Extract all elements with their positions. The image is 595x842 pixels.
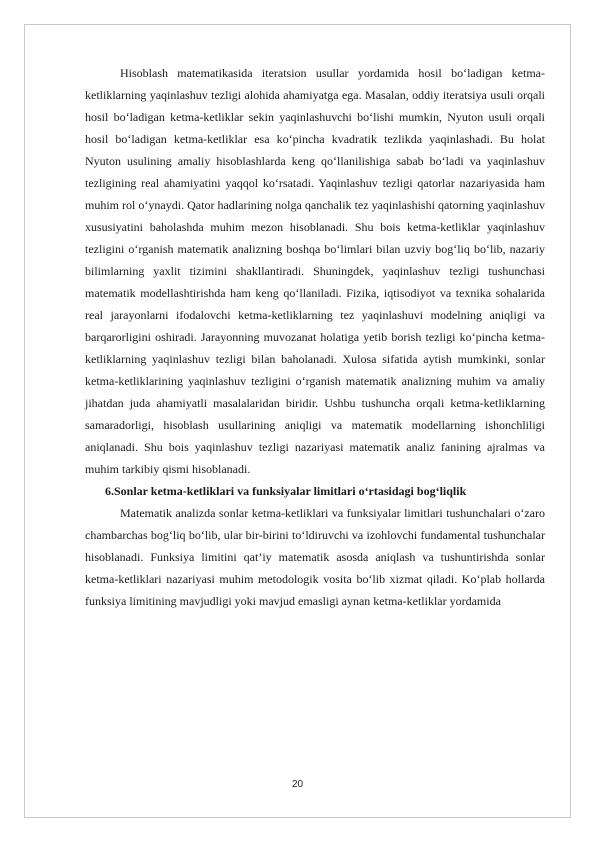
page-number: 20 [291, 779, 304, 790]
document-body [85, 62, 545, 612]
body-paragraph: Matematik analizda sonlar ketma-ketliklari va funksiyalar limitlari tushunchalari o‘zaro chambarchas bog‘liq bo‘lib, ular bir-birini to‘ldiruvchi va izohlovchi fundamental tushunchalar hisoblanadi. Funksiya limitini qat’iy matematik asosda aniqlash va tushuntirishda sonlar ketma-ketliklari nazariyasi muhim metodologik vosita bo‘lib xizmat qiladi. Ko‘plab hollarda funksiya limitining mavjudligi yoki mavjud emasligi aynan ketma-ketliklar yordamida [85, 506, 545, 608]
body-paragraph: Hisoblash matematikasida iteratsion usullar yordamida hosil bo‘ladigan ketma-ketliklarning yaqinlashuv tezligi alohida ahamiyatga ega. Masalan, oddiy iteratsiya usuli orqali hosil bo‘ladigan ketma-ketliklar sekin yaqinlashuvchi bo‘lishi mumkin, Nyuton usuli orqali hosil bo‘ladigan ketma-ketliklar esa ko‘pincha kvadratik tezlikda yaqinlashadi. Bu holat Nyuton usulining amaliy hisoblashlarda keng qo‘llanilishiga sabab bo‘ladi va yaqinlashuv tezligining real ahamiyatini yaqqol ko‘rsatadi. Yaqinlashuv tezligi qatorlar nazariyasida ham muhim rol o‘ynaydi. Qator hadlarining nolga qanchalik tez yaqinlashishi qatorning yaqinlashuv xususiyatini baholashda muhim mezon hisoblanadi. Shu bois ketma-ketliklar yaqinlashuv tezligini o‘rganish matematik analizning boshqa bo‘limlari bilan uzviy bog‘liq bo‘lib, nazariy bilimlarning yaxlit tizimini shakllantiradi. Shuningdek, yaqinlashuv tezligi tushunchasi matematik modellashtirishda ham keng qo‘llaniladi. Fizika, iqtisodiyot va texnika sohalarida real jarayonlarni ifodalovchi ketma-ketliklarning tez yaqinlashuvi modelning aniqligi va barqarorligini oshiradi. Jarayonning muvozanat holatiga yetib borish tezligi ko‘pincha ketma-ketliklarning yaqinlashuv tezligi bilan baholanadi. Xulosa sifatida aytish mumkinki, sonlar ketma-ketliklarining yaqinlashuv tezligini o‘rganish matematik analizning muhim va amaliy jihatdan juda ahamiyatli masalalaridan biridir. Ushbu tushuncha orqali ketma-ketliklarning samaradorligi, hisoblash usullarining aniqligi va matematik modellarning ishonchliligi aniqlanadi. Shu bois yaqinlashuv tezligi nazariyasi matematik analiz fanining ajralmas va muhim tarkibiy qismi hisoblanadi. [85, 66, 545, 476]
section-heading: 6.Sonlar ketma-ketliklari va funksiyalar limitlari o‘rtasidagi bog‘liqlik [105, 484, 467, 498]
